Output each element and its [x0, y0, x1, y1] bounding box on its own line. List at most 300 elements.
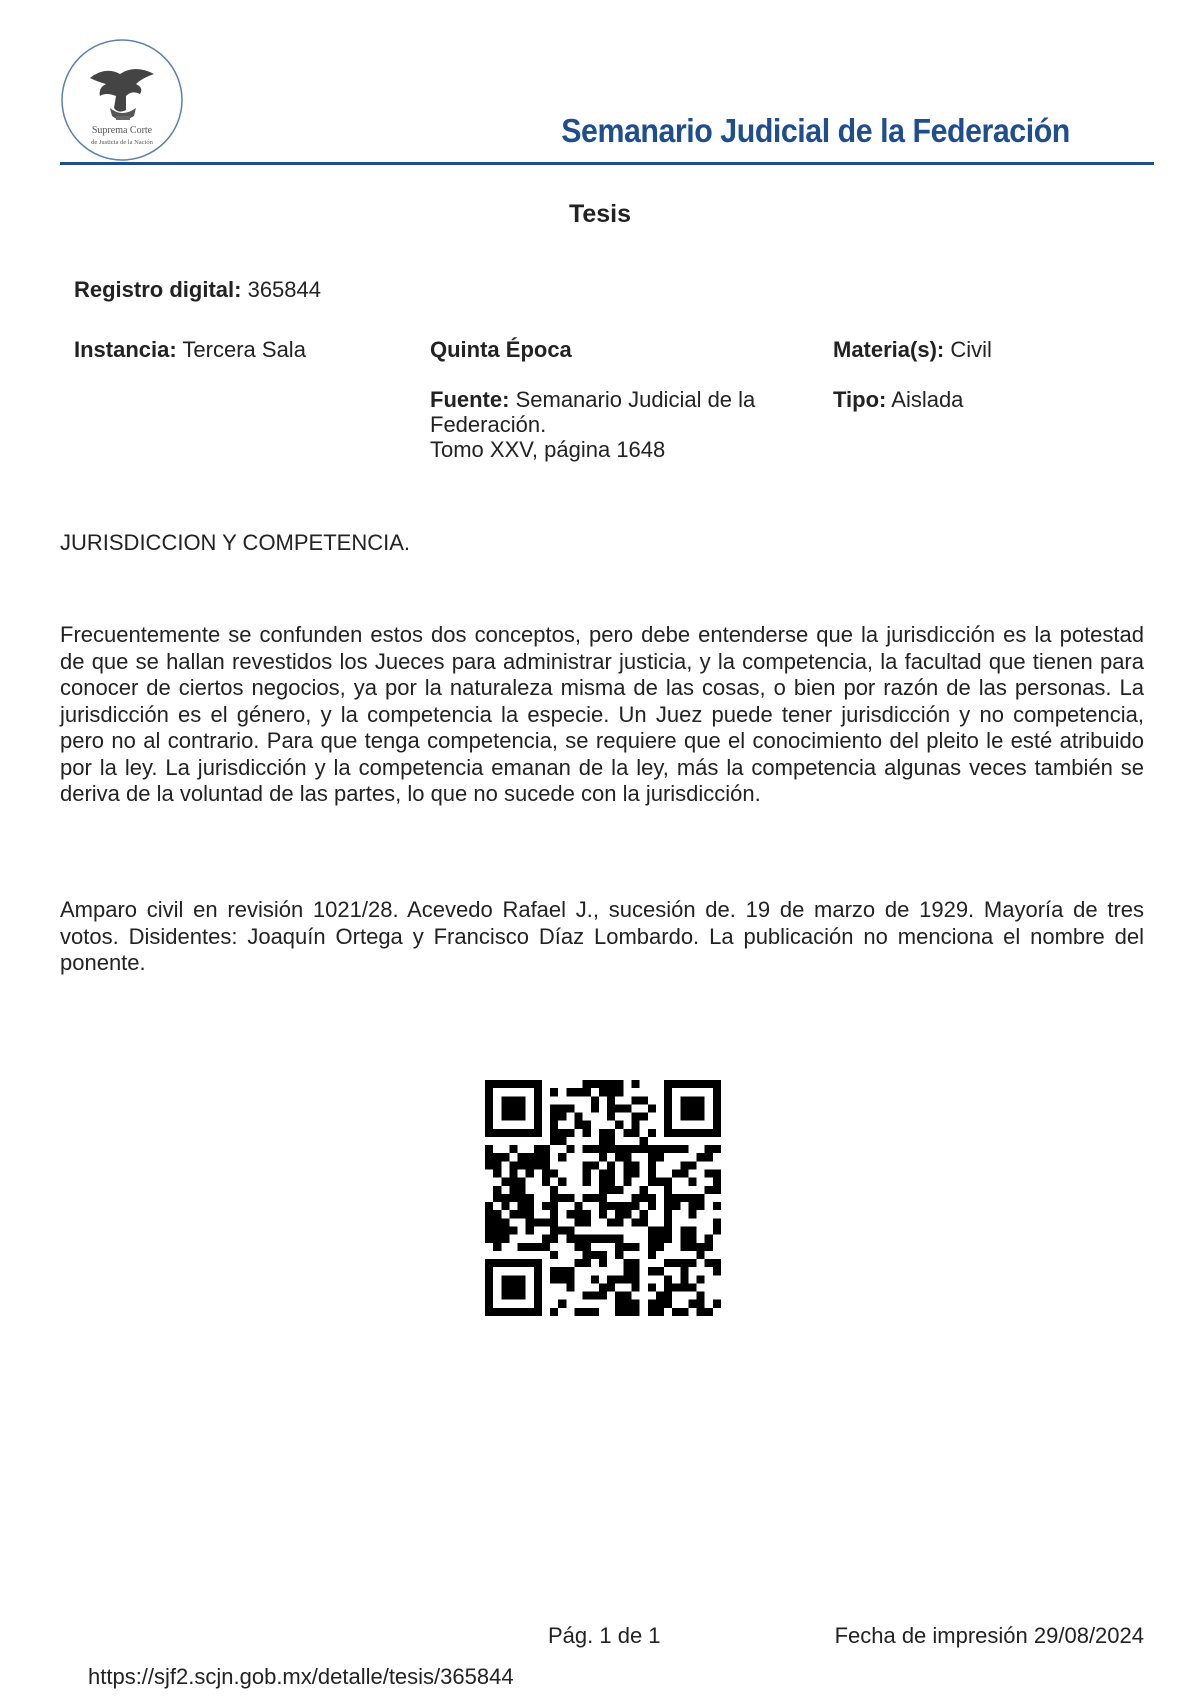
- qr-module: [672, 1145, 680, 1153]
- qr-module: [697, 1104, 705, 1112]
- qr-module: [697, 1129, 705, 1137]
- qr-module: [713, 1186, 721, 1194]
- qr-module: [640, 1145, 648, 1153]
- qr-module: [713, 1104, 721, 1112]
- qr-module: [680, 1308, 688, 1316]
- qr-module: [607, 1104, 615, 1112]
- qr-module: [542, 1235, 550, 1243]
- qr-module: [485, 1267, 493, 1275]
- tipo-value: Aislada: [891, 387, 964, 412]
- qr-module: [607, 1275, 615, 1283]
- qr-code-icon: [485, 1080, 721, 1316]
- qr-module: [648, 1145, 656, 1153]
- qr-module: [518, 1153, 526, 1161]
- qr-module: [599, 1145, 607, 1153]
- qr-module: [566, 1275, 574, 1283]
- qr-module: [631, 1283, 639, 1291]
- qr-module: [623, 1259, 631, 1267]
- qr-module: [697, 1251, 705, 1259]
- qr-module: [631, 1202, 639, 1210]
- materia-field: [833, 337, 992, 362]
- qr-module: [615, 1300, 623, 1308]
- qr-module: [518, 1080, 526, 1088]
- header-divider: [60, 162, 1154, 165]
- qr-module: [493, 1243, 501, 1251]
- qr-module: [631, 1275, 639, 1283]
- qr-module: [599, 1137, 607, 1145]
- qr-module: [615, 1251, 623, 1259]
- qr-module: [713, 1178, 721, 1186]
- qr-module: [509, 1096, 517, 1104]
- qr-module: [493, 1194, 501, 1202]
- qr-module: [509, 1178, 517, 1186]
- qr-module: [558, 1113, 566, 1121]
- qr-module: [656, 1178, 664, 1186]
- qr-module: [656, 1300, 664, 1308]
- qr-module: [534, 1259, 542, 1267]
- qr-module: [526, 1170, 534, 1178]
- qr-module: [680, 1259, 688, 1267]
- qr-module: [623, 1210, 631, 1218]
- qr-module: [672, 1170, 680, 1178]
- qr-module: [664, 1145, 672, 1153]
- qr-module: [688, 1161, 696, 1169]
- qr-module: [575, 1218, 583, 1226]
- qr-module: [591, 1194, 599, 1202]
- qr-module: [664, 1275, 672, 1283]
- qr-module: [509, 1161, 517, 1169]
- qr-module: [688, 1113, 696, 1121]
- qr-module: [623, 1145, 631, 1153]
- qr-module: [623, 1275, 631, 1283]
- materia-value: Civil: [950, 337, 992, 362]
- tipo-field: [833, 387, 963, 412]
- qr-module: [623, 1243, 631, 1251]
- registro-value: 365844: [247, 277, 321, 302]
- qr-module: [656, 1243, 664, 1251]
- qr-module: [680, 1243, 688, 1251]
- qr-module: [534, 1153, 542, 1161]
- qr-module: [713, 1300, 721, 1308]
- qr-module: [672, 1194, 680, 1202]
- qr-module: [615, 1243, 623, 1251]
- svg-text:Suprema Corte: Suprema Corte: [91, 125, 153, 136]
- qr-module: [550, 1088, 558, 1096]
- qr-module: [493, 1226, 501, 1234]
- qr-module: [648, 1308, 656, 1316]
- qr-module: [509, 1308, 517, 1316]
- qr-module: [607, 1088, 615, 1096]
- qr-module: [526, 1218, 534, 1226]
- qr-module: [542, 1161, 550, 1169]
- qr-module: [664, 1210, 672, 1218]
- qr-module: [623, 1300, 631, 1308]
- qr-module: [575, 1243, 583, 1251]
- qr-module: [534, 1283, 542, 1291]
- qr-module: [534, 1218, 542, 1226]
- document-url[interactable]: https://sjf2.scjn.gob.mx/detalle/tesis/365844: [88, 1664, 514, 1689]
- qr-module: [680, 1194, 688, 1202]
- qr-module: [493, 1161, 501, 1169]
- qr-module: [599, 1292, 607, 1300]
- qr-module: [550, 1235, 558, 1243]
- qr-module: [607, 1170, 615, 1178]
- qr-module: [534, 1308, 542, 1316]
- qr-module: [550, 1218, 558, 1226]
- qr-module: [550, 1226, 558, 1234]
- tesis-rubro: JURISDICCION Y COMPETENCIA.: [60, 530, 411, 555]
- qr-module: [623, 1170, 631, 1178]
- qr-module: [599, 1129, 607, 1137]
- qr-module: [493, 1186, 501, 1194]
- qr-module: [509, 1259, 517, 1267]
- qr-module: [680, 1226, 688, 1234]
- qr-module: [558, 1194, 566, 1202]
- qr-module: [623, 1104, 631, 1112]
- qr-module: [493, 1129, 501, 1137]
- qr-module: [518, 1283, 526, 1291]
- qr-module: [583, 1235, 591, 1243]
- qr-module: [664, 1088, 672, 1096]
- qr-module: [583, 1194, 591, 1202]
- qr-module: [485, 1202, 493, 1210]
- qr-module: [591, 1251, 599, 1259]
- qr-module: [485, 1104, 493, 1112]
- qr-module: [591, 1104, 599, 1112]
- qr-module: [648, 1300, 656, 1308]
- qr-module: [648, 1235, 656, 1243]
- qr-module: [664, 1283, 672, 1291]
- qr-module: [526, 1308, 534, 1316]
- qr-module: [631, 1145, 639, 1153]
- qr-module: [485, 1161, 493, 1169]
- tesis-precedente: Amparo civil en revisión 1021/28. Acevedo Rafael J., sucesión de. 19 de marzo de 1929. Mayoría de tres votos. Disidentes: Joaquín Ortega y Francisco Díaz Lombardo. La publicación no menciona el nombre del ponente.: [60, 897, 1144, 975]
- qr-module: [485, 1226, 493, 1234]
- qr-module: [599, 1259, 607, 1267]
- qr-module: [575, 1113, 583, 1121]
- qr-module: [688, 1300, 696, 1308]
- qr-module: [640, 1194, 648, 1202]
- qr-module: [631, 1170, 639, 1178]
- qr-module: [493, 1308, 501, 1316]
- qr-module: [648, 1243, 656, 1251]
- qr-module: [509, 1275, 517, 1283]
- fuente-field: [430, 387, 810, 462]
- qr-module: [713, 1267, 721, 1275]
- qr-module: [680, 1145, 688, 1153]
- page-number: Pág. 1 de 1: [548, 1623, 661, 1648]
- qr-module: [550, 1308, 558, 1316]
- qr-module: [558, 1178, 566, 1186]
- qr-module: [485, 1121, 493, 1129]
- instancia-label: Instancia:: [74, 337, 177, 362]
- qr-module: [705, 1235, 713, 1243]
- fuente-value: Semanario Judicial de la Federación.: [430, 387, 756, 437]
- qr-module: [599, 1080, 607, 1088]
- qr-module: [542, 1218, 550, 1226]
- qr-module: [493, 1218, 501, 1226]
- qr-module: [509, 1226, 517, 1234]
- qr-module: [615, 1275, 623, 1283]
- qr-module: [575, 1121, 583, 1129]
- qr-module: [550, 1251, 558, 1259]
- qr-module: [640, 1113, 648, 1121]
- qr-module: [493, 1235, 501, 1243]
- qr-module: [558, 1137, 566, 1145]
- qr-module: [575, 1202, 583, 1210]
- qr-module: [599, 1235, 607, 1243]
- qr-module: [640, 1096, 648, 1104]
- qr-module: [566, 1235, 574, 1243]
- document-type-heading: Tesis: [568, 200, 632, 228]
- qr-module: [493, 1153, 501, 1161]
- qr-module: [705, 1145, 713, 1153]
- qr-module: [672, 1283, 680, 1291]
- qr-module: [591, 1080, 599, 1088]
- qr-module: [583, 1251, 591, 1259]
- qr-module: [501, 1096, 509, 1104]
- qr-module: [656, 1145, 664, 1153]
- qr-module: [631, 1096, 639, 1104]
- qr-module: [518, 1178, 526, 1186]
- qr-module: [534, 1145, 542, 1153]
- qr-module: [534, 1113, 542, 1121]
- qr-module: [713, 1121, 721, 1129]
- qr-module: [583, 1129, 591, 1137]
- qr-module: [501, 1194, 509, 1202]
- qr-module: [542, 1243, 550, 1251]
- qr-module: [509, 1210, 517, 1218]
- qr-module: [550, 1186, 558, 1194]
- qr-module: [550, 1129, 558, 1137]
- qr-module: [534, 1267, 542, 1275]
- qr-module: [688, 1080, 696, 1088]
- qr-module: [599, 1210, 607, 1218]
- qr-module: [526, 1259, 534, 1267]
- qr-module: [697, 1243, 705, 1251]
- qr-module: [640, 1210, 648, 1218]
- qr-module: [501, 1259, 509, 1267]
- qr-module: [493, 1210, 501, 1218]
- qr-module: [485, 1308, 493, 1316]
- qr-module: [558, 1275, 566, 1283]
- qr-module: [713, 1096, 721, 1104]
- qr-module: [664, 1113, 672, 1121]
- qr-module: [583, 1218, 591, 1226]
- qr-module: [550, 1267, 558, 1275]
- fuente-label: Fuente:: [430, 387, 510, 412]
- qr-module: [688, 1178, 696, 1186]
- qr-module: [591, 1235, 599, 1243]
- qr-module: [631, 1259, 639, 1267]
- qr-module: [648, 1251, 656, 1259]
- fuente-tomo: Tomo XXV, página 1648: [430, 437, 666, 462]
- qr-module: [705, 1259, 713, 1267]
- qr-module: [534, 1300, 542, 1308]
- qr-module: [664, 1259, 672, 1267]
- qr-module: [509, 1129, 517, 1137]
- qr-module: [697, 1300, 705, 1308]
- qr-module: [713, 1088, 721, 1096]
- qr-module: [697, 1202, 705, 1210]
- qr-module: [697, 1080, 705, 1088]
- qr-module: [583, 1259, 591, 1267]
- qr-module: [697, 1275, 705, 1283]
- qr-module: [501, 1104, 509, 1112]
- qr-module: [623, 1202, 631, 1210]
- qr-module: [526, 1210, 534, 1218]
- qr-module: [623, 1308, 631, 1316]
- qr-module: [558, 1153, 566, 1161]
- qr-module: [575, 1088, 583, 1096]
- qr-module: [583, 1080, 591, 1088]
- qr-module: [575, 1308, 583, 1316]
- qr-module: [615, 1104, 623, 1112]
- qr-module: [705, 1080, 713, 1088]
- qr-module: [501, 1292, 509, 1300]
- qr-module: [713, 1218, 721, 1226]
- qr-module: [509, 1283, 517, 1291]
- qr-module: [509, 1170, 517, 1178]
- qr-module: [648, 1170, 656, 1178]
- qr-module: [518, 1161, 526, 1169]
- qr-module: [648, 1178, 656, 1186]
- qr-module: [664, 1121, 672, 1129]
- qr-module: [599, 1178, 607, 1186]
- qr-module: [705, 1243, 713, 1251]
- qr-module: [631, 1161, 639, 1169]
- qr-module: [705, 1170, 713, 1178]
- qr-module: [485, 1153, 493, 1161]
- qr-module: [534, 1104, 542, 1112]
- qr-module: [688, 1283, 696, 1291]
- qr-module: [534, 1275, 542, 1283]
- qr-module: [648, 1202, 656, 1210]
- qr-module: [485, 1259, 493, 1267]
- qr-module: [575, 1259, 583, 1267]
- qr-module: [615, 1145, 623, 1153]
- qr-module: [542, 1202, 550, 1210]
- qr-module: [664, 1300, 672, 1308]
- qr-module: [631, 1121, 639, 1129]
- qr-module: [558, 1300, 566, 1308]
- qr-module: [558, 1226, 566, 1234]
- qr-module: [509, 1145, 517, 1153]
- qr-module: [599, 1186, 607, 1194]
- qr-module: [550, 1202, 558, 1210]
- qr-module: [713, 1226, 721, 1234]
- qr-module: [648, 1161, 656, 1169]
- qr-module: [615, 1235, 623, 1243]
- qr-module: [526, 1226, 534, 1234]
- qr-module: [591, 1145, 599, 1153]
- qr-module: [518, 1186, 526, 1194]
- qr-module: [550, 1121, 558, 1129]
- qr-module: [534, 1121, 542, 1129]
- qr-module: [607, 1080, 615, 1088]
- qr-module: [566, 1104, 574, 1112]
- qr-module: [583, 1161, 591, 1169]
- qr-module: [615, 1080, 623, 1088]
- registro-digital-field: [74, 277, 321, 302]
- qr-module: [680, 1235, 688, 1243]
- qr-module: [623, 1153, 631, 1161]
- qr-module: [615, 1088, 623, 1096]
- qr-module: [558, 1129, 566, 1137]
- qr-module: [664, 1218, 672, 1226]
- qr-module: [509, 1194, 517, 1202]
- qr-module: [501, 1178, 509, 1186]
- qr-module: [583, 1243, 591, 1251]
- qr-module: [664, 1226, 672, 1234]
- qr-module: [518, 1243, 526, 1251]
- qr-module: [583, 1170, 591, 1178]
- qr-module: [656, 1235, 664, 1243]
- qr-module: [501, 1080, 509, 1088]
- qr-module: [501, 1308, 509, 1316]
- qr-module: [542, 1178, 550, 1186]
- qr-module: [518, 1096, 526, 1104]
- qr-module: [583, 1178, 591, 1186]
- qr-module: [599, 1251, 607, 1259]
- qr-module: [575, 1235, 583, 1243]
- qr-module: [566, 1129, 574, 1137]
- qr-module: [713, 1259, 721, 1267]
- qr-module: [509, 1080, 517, 1088]
- qr-module: [623, 1161, 631, 1169]
- qr-module: [640, 1186, 648, 1194]
- qr-module: [672, 1308, 680, 1316]
- qr-module: [615, 1121, 623, 1129]
- qr-module: [518, 1259, 526, 1267]
- qr-module: [501, 1202, 509, 1210]
- qr-module: [550, 1194, 558, 1202]
- materia-label: Materia(s):: [833, 337, 945, 362]
- qr-module: [648, 1194, 656, 1202]
- qr-module: [501, 1129, 509, 1137]
- qr-module: [526, 1161, 534, 1169]
- qr-module: [631, 1300, 639, 1308]
- qr-module: [672, 1259, 680, 1267]
- svg-text:de Justicia de la Nación: de Justicia de la Nación: [91, 139, 153, 146]
- qr-module: [591, 1275, 599, 1283]
- qr-module: [566, 1226, 574, 1234]
- qr-module: [518, 1113, 526, 1121]
- qr-module: [550, 1210, 558, 1218]
- qr-module: [599, 1194, 607, 1202]
- qr-module: [615, 1308, 623, 1316]
- site-title: Semanario Judicial de la Federación: [561, 112, 1070, 149]
- instancia-value: Tercera Sala: [182, 337, 306, 362]
- qr-module: [664, 1129, 672, 1137]
- qr-module: [664, 1104, 672, 1112]
- qr-module: [664, 1292, 672, 1300]
- qr-module: [697, 1153, 705, 1161]
- qr-module: [664, 1194, 672, 1202]
- qr-module: [542, 1170, 550, 1178]
- qr-module: [688, 1226, 696, 1234]
- qr-module: [640, 1218, 648, 1226]
- qr-module: [607, 1218, 615, 1226]
- qr-module: [591, 1308, 599, 1316]
- qr-module: [607, 1129, 615, 1137]
- qr-module: [566, 1194, 574, 1202]
- qr-module: [542, 1145, 550, 1153]
- qr-module: [688, 1096, 696, 1104]
- qr-module: [607, 1202, 615, 1210]
- qr-module: [534, 1096, 542, 1104]
- qr-module: [680, 1113, 688, 1121]
